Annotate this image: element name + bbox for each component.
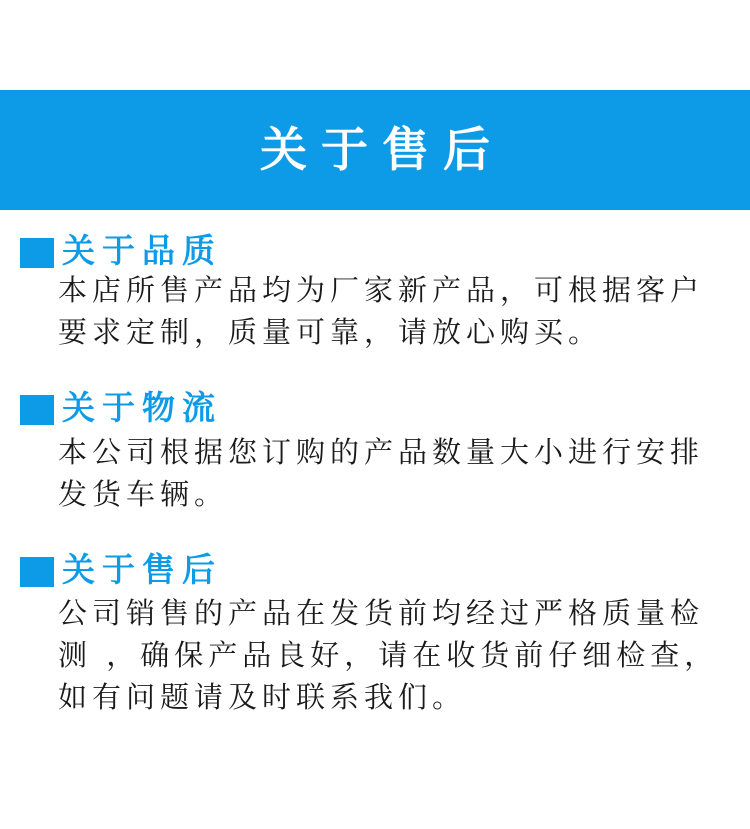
section-title: 关于品质	[62, 231, 222, 270]
section-logistics	[0, 387, 750, 514]
square-bullet-icon	[20, 557, 54, 587]
section-title: 关于物流	[62, 388, 222, 428]
section-body: 本店所售产品均为厂家新产品，可根据客户要求定制，质量可靠，请放心购买。	[58, 273, 705, 350]
square-bullet-icon	[20, 238, 54, 268]
section-header	[20, 230, 750, 271]
section-body: 公司销售的产品在发货前均经过严格质量检测 ，确保产品良好，请在收货前仔细检查，如有问题请及时联系我们。	[58, 595, 719, 715]
section-header	[20, 387, 750, 428]
page-banner	[0, 90, 750, 210]
section-body: 本公司根据您订购的产品数量大小进行安排发货车辆。	[58, 434, 705, 511]
square-bullet-icon	[20, 395, 54, 425]
section-after-sales	[0, 549, 750, 718]
section-title: 关于售后	[62, 549, 222, 589]
page-title: 关于售后	[260, 122, 504, 178]
sections-container	[0, 230, 750, 746]
section-quality	[0, 230, 750, 353]
section-header	[20, 549, 750, 590]
